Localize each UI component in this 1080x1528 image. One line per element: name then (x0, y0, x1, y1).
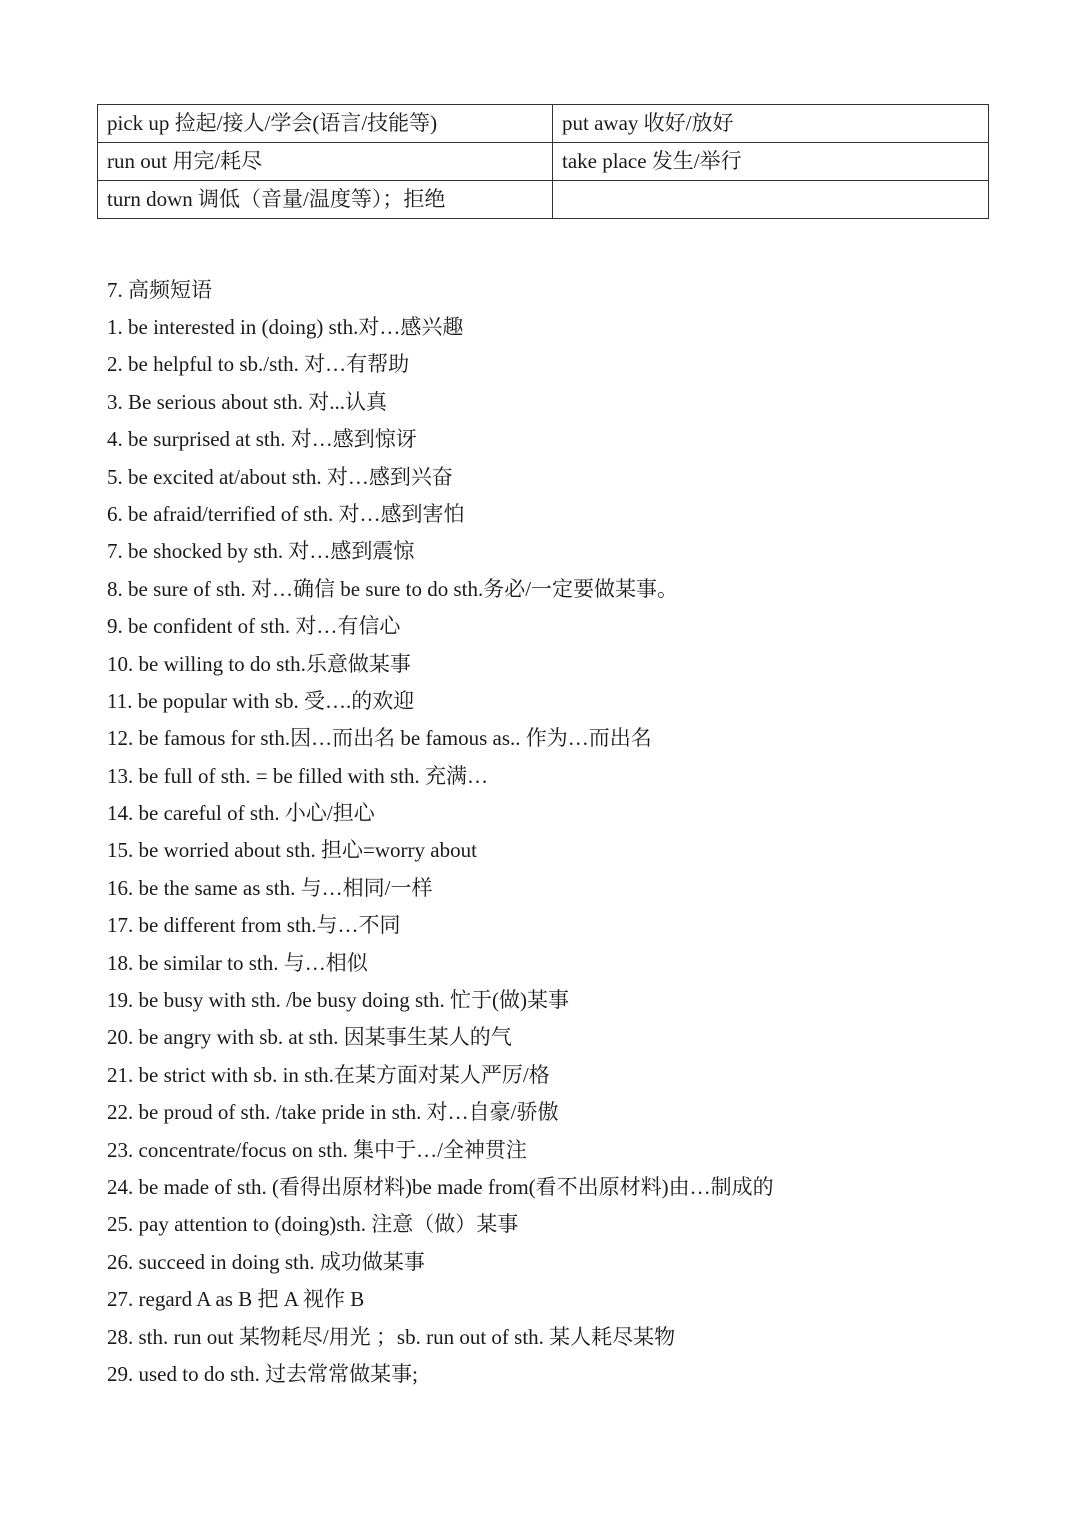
list-item: 11. be popular with sb. 受….的欢迎 (107, 688, 415, 713)
list-item: 14. be careful of sth. 小心/担心 (107, 801, 375, 826)
list-item: 4. be surprised at sth. 对…感到惊讶 (107, 427, 417, 452)
list-item: 20. be angry with sb. at sth. 因某事生某人的气 (107, 1025, 512, 1050)
list-item: 10. be willing to do sth.乐意做某事 (107, 651, 411, 676)
table-cell: take place 发生/举行 (553, 143, 989, 181)
phrase-list (107, 309, 1047, 1393)
list-item: 24. be made of sth. (看得出原材料)be made from(看不出原材料)由…制成的 (107, 1174, 774, 1199)
table-row (98, 143, 989, 181)
list-item: 5. be excited at/about sth. 对…感到兴奋 (107, 464, 453, 489)
table-cell (553, 181, 989, 219)
list-item: 18. be similar to sth. 与…相似 (107, 950, 368, 975)
list-item: 13. be full of sth. = be filled with sth. 充满… (107, 763, 489, 788)
phrase-table (97, 104, 989, 219)
list-item: 22. be proud of sth. /take pride in sth. 对…自豪/骄傲 (107, 1100, 559, 1125)
high-frequency-phrases-section (107, 271, 1047, 1393)
list-item: 19. be busy with sth. /be busy doing sth. 忙于(做)某事 (107, 988, 569, 1013)
list-item: 1. be interested in (doing) sth.对…感兴趣 (107, 315, 464, 339)
list-item: 29. used to do sth. 过去常常做某事; (107, 1361, 418, 1386)
list-item: 16. be the same as sth. 与…相同/一样 (107, 875, 433, 900)
list-item: 28. sth. run out 某物耗尽/用光 ；sb. run out of sth. 某人耗尽某物 (107, 1324, 676, 1349)
list-item: 27. regard A as B 把 A 视作 B (107, 1287, 365, 1312)
table-cell: pick up 捡起/接人/学会(语言/技能等) (98, 105, 553, 143)
list-item: 23. concentrate/focus on sth. 集中于…/全神贯注 (107, 1137, 527, 1162)
phrase-table-body (98, 105, 989, 219)
list-item: 17. be different from sth.与…不同 (107, 913, 401, 938)
list-item: 2. be helpful to sb./sth. 对…有帮助 (107, 352, 410, 377)
section-title: 7. 高频短语 (107, 278, 212, 302)
list-item: 6. be afraid/terrified of sth. 对…感到害怕 (107, 501, 465, 526)
table-row (98, 181, 989, 219)
list-item: 7. be shocked by sth. 对…感到震惊 (107, 539, 415, 564)
list-item: 15. be worried about sth. 担心=worry about (107, 838, 477, 863)
list-item: 12. be famous for sth.因…而出名 be famous as.. 作为…而出名 (107, 726, 652, 751)
table-row (98, 105, 989, 143)
list-item: 9. be confident of sth. 对…有信心 (107, 614, 401, 639)
table-cell: put away 收好/放好 (553, 105, 989, 143)
list-item: 25. pay attention to (doing)sth. 注意（做）某事 (107, 1212, 519, 1237)
list-item: 26. succeed in doing sth. 成功做某事 (107, 1249, 425, 1274)
list-item: 8. be sure of sth. 对…确信 be sure to do sth.务必/一定要做某事。 (107, 576, 679, 601)
list-item: 21. be strict with sb. in sth.在某方面对某人严厉/格 (107, 1062, 550, 1087)
table-cell: run out 用完/耗尽 (98, 143, 553, 181)
table-cell: turn down 调低（音量/温度等）；拒绝 (98, 181, 553, 219)
list-item: 3. Be serious about sth. 对...认真 (107, 389, 387, 414)
